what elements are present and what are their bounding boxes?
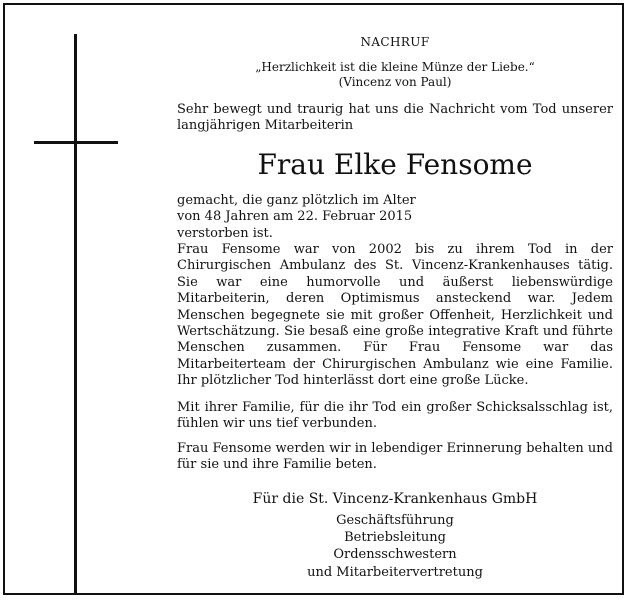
obituary-notice xyxy=(3,3,624,595)
signer-item: Geschäftsführung xyxy=(336,513,454,528)
cross-horizontal-bar xyxy=(34,141,118,144)
quote-text: „Herzlichkeit ist die kleine Münze der Liebe.“ xyxy=(255,60,535,74)
death-details: gemacht, die ganz plötzlich im Alter von 48 Jahren am 22. Februar 2015 verstorben ist. xyxy=(177,193,416,241)
signers-list xyxy=(177,512,613,581)
memory-paragraph: Frau Fensome werden wir in lebendiger Erinnerung behalten und für sie und ihre Familie beten. xyxy=(177,441,613,473)
sender-organization: Für die St. Vincenz-Krankenhaus GmbH xyxy=(252,491,538,507)
signer-item: Ordensschwestern xyxy=(333,547,457,563)
cross-vertical-bar xyxy=(74,34,77,594)
quote-author: (Vincenz von Paul) xyxy=(338,75,452,89)
biography-paragraph: Frau Fensome war von 2002 bis zu ihrem Tod in der Chirurgischen Ambulanz des St. Vincenz-Krankenhauses tätig. Sie war eine humorvolle und äußerst liebenswürdige Mitarbeiterin, deren Optimismus ansteckend war. Jedem Menschen begegnete sie mit großer Offenheit, Herzlichkeit und Wertschätzung. Sie besaß eine große integrative Kraft und führte Menschen zusammen. Für Frau Fensome war das Mitarbeiterteam der Chirurgischen Ambulanz wie eine Familie. Ihr plötzlicher Tod hinterlässt dort eine große Lücke. xyxy=(177,242,613,389)
notice-heading: NACHRUF xyxy=(360,35,430,49)
signer-item: Betriebsleitung xyxy=(344,530,446,546)
quote-block xyxy=(177,60,613,90)
deceased-name: Frau Elke Fensome xyxy=(257,148,533,181)
family-paragraph: Mit ihrer Familie, für die ihr Tod ein großer Schicksalsschlag ist, fühlen wir uns tief verbunden. xyxy=(177,400,613,432)
intro-text: Sehr bewegt und traurig hat uns die Nachricht vom Tod unserer langjährigen Mitarbeiterin xyxy=(177,102,613,134)
signer-item: und Mitarbeitervertretung xyxy=(307,564,483,580)
